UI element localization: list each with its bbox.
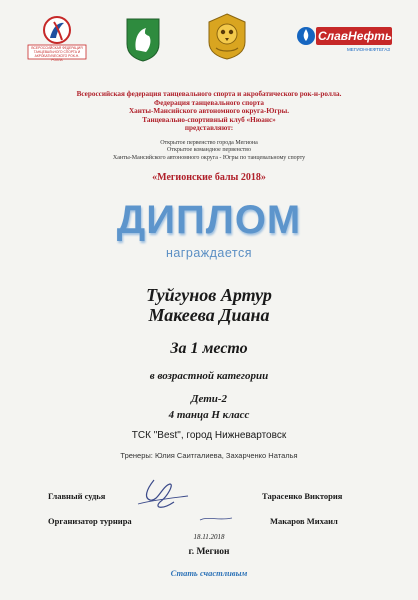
oil-company-logo: [296, 24, 394, 56]
chief-judge-label: Главный судья: [48, 491, 106, 501]
tagline: Стать счастливым: [170, 568, 248, 578]
organizer-name: Макаров Михаил: [270, 516, 338, 526]
event-line: Открытое первенство города Мегиона: [160, 140, 258, 146]
coaches-line: Тренеры: Юлия Саитгалиева, Захарченко Наталья: [120, 451, 298, 460]
event-block: [0, 140, 418, 162]
event-line: Открытое командное первенство: [167, 147, 251, 154]
organizer-line: Ханты-Мансийского автономного округа-Югры.: [128, 107, 290, 116]
organizer-line: Танцевально-спортивный клуб «Нюанс»: [142, 115, 276, 124]
dance-class: 4 танца Н класс: [168, 409, 250, 421]
organizers-block: [0, 90, 418, 133]
federation-logo: [26, 14, 88, 60]
awardee-name: Макеева Диана: [148, 305, 270, 325]
festival-title: «Мегионские балы 2018»: [152, 172, 266, 183]
organizer-line: представляют:: [184, 124, 234, 133]
age-category-label: в возрастной категории: [149, 370, 269, 382]
date: 18.11.2018: [193, 533, 225, 541]
event-line: Ханты-Мансийского автономного округа - Югры по танцевальному спорту: [112, 154, 306, 161]
oil-company-subtitle: МЕГИОННЕФТЕГАЗ: [346, 47, 390, 52]
oil-company-name: СлавНефть: [318, 29, 392, 43]
chief-judge-name: Тарасенко Виктория: [262, 491, 343, 501]
club-line: ТСК "Best", город Нижневартовск: [131, 430, 287, 441]
region-emblem: [204, 12, 250, 65]
place-line: За 1 место: [170, 340, 248, 357]
organizer-line: Федерация танцевального спорта: [154, 98, 264, 107]
awardee-name: Туйгунов Артур: [146, 285, 272, 305]
federation-logo-text: ВСЕРОССИЙСКАЯ ФЕДЕРАЦИЯ ТАНЦЕВАЛЬНОГО СПОРТА И АКРОБАТИЧЕСКОГО РОК-Н-РОЛЛА: [31, 46, 83, 62]
diploma-subtitle: награждается: [165, 246, 253, 260]
awardee-names: [0, 285, 418, 325]
organizer-label: Организатор турнира: [48, 516, 132, 526]
signature-line: [198, 514, 234, 522]
city-coat-of-arms: [124, 16, 162, 67]
signature-scribble: [132, 476, 192, 516]
city: г. Мегион: [188, 547, 230, 557]
organizer-line: Всероссийская федерация танцевального спорта и акробатического рок-н-ролла.: [76, 90, 342, 98]
category: Дети-2: [190, 393, 228, 405]
diploma-title: ДИПЛОМ: [116, 198, 302, 242]
